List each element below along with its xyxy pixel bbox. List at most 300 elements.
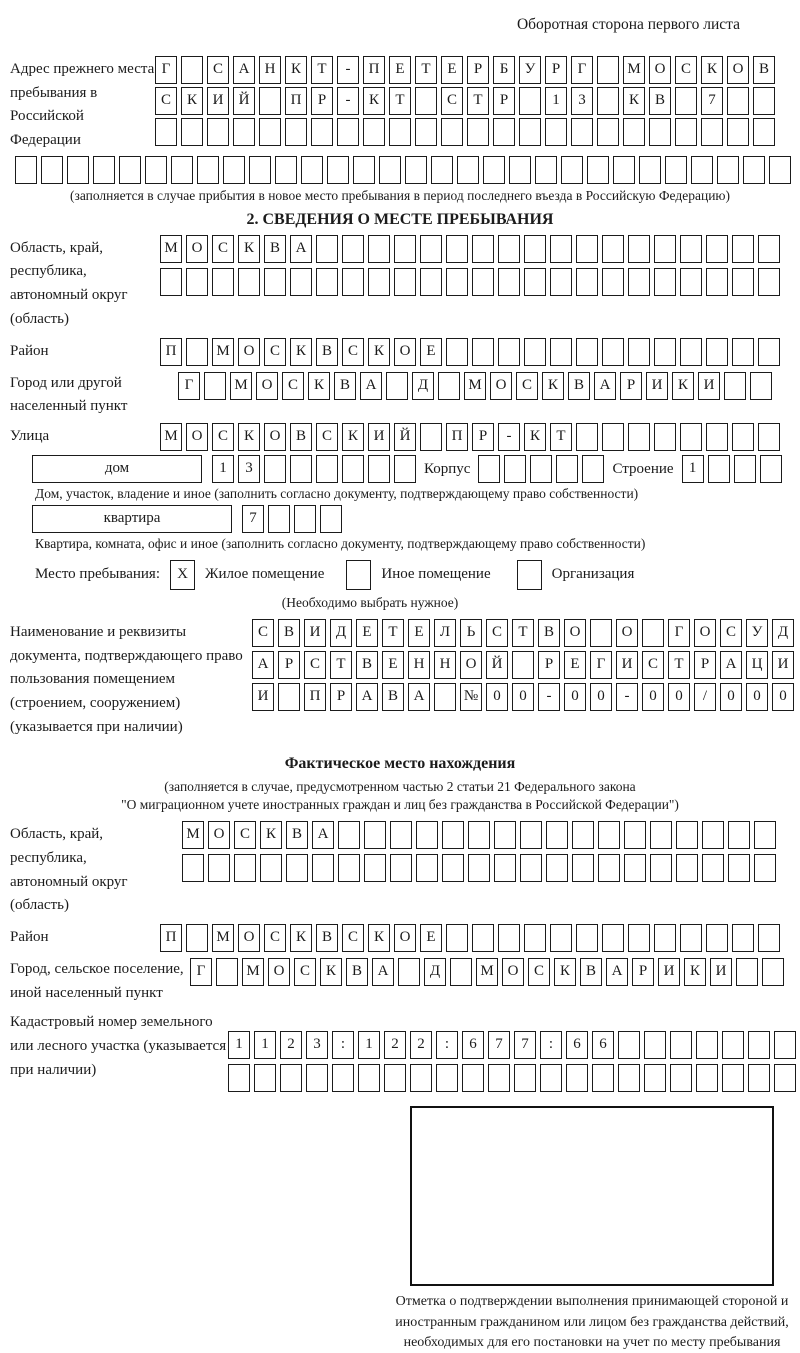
actual-region-label: Область, край, республика, автономный округ (область) xyxy=(10,826,128,914)
option-other-premises-label: Иное помещение xyxy=(381,566,491,583)
char-cell: О xyxy=(208,821,230,849)
char-cell: К xyxy=(684,958,706,986)
char-cell: К xyxy=(285,56,307,84)
char-cell xyxy=(696,1031,718,1059)
char-cell xyxy=(290,455,312,483)
char-cell xyxy=(701,118,723,146)
char-cell xyxy=(186,268,208,296)
char-cell: А xyxy=(290,235,312,263)
street-label: Улица xyxy=(10,427,50,444)
char-cell xyxy=(550,924,572,952)
char-cell xyxy=(197,156,219,184)
char-cell xyxy=(420,268,442,296)
char-cell xyxy=(316,268,338,296)
region-rows xyxy=(160,235,780,296)
char-cell: С xyxy=(264,338,286,366)
char-cell xyxy=(212,268,234,296)
char-cell xyxy=(285,118,307,146)
char-cell: Т xyxy=(415,56,437,84)
char-cell xyxy=(493,118,515,146)
char-cell xyxy=(204,372,226,400)
char-cell xyxy=(478,455,500,483)
house-note: Дом, участок, владение и иное (заполнить согласно документу, подтверждающему право собственности) xyxy=(35,485,639,501)
char-cell xyxy=(732,235,754,263)
char-cell: А xyxy=(372,958,394,986)
char-cell xyxy=(680,423,702,451)
prev-address-row-1 xyxy=(155,56,775,84)
char-cell: : xyxy=(436,1031,458,1059)
char-cell xyxy=(494,854,516,882)
char-cell xyxy=(93,156,115,184)
char-cell: Г xyxy=(668,619,690,647)
char-cell: А xyxy=(720,651,742,679)
char-cell: Д xyxy=(772,619,794,647)
char-cell: К xyxy=(308,372,330,400)
char-cell xyxy=(732,924,754,952)
char-cell: Р xyxy=(632,958,654,986)
cadastral-rows xyxy=(228,1031,796,1092)
char-cell: К xyxy=(290,924,312,952)
char-cell xyxy=(753,87,775,115)
char-cell: А xyxy=(606,958,628,986)
stamp-box xyxy=(410,1106,774,1286)
char-cell: К xyxy=(260,821,282,849)
region-row-2 xyxy=(160,268,780,296)
char-cell: И xyxy=(658,958,680,986)
char-cell xyxy=(472,235,494,263)
char-cell: С xyxy=(720,619,742,647)
char-cell: С xyxy=(264,924,286,952)
char-cell xyxy=(442,821,464,849)
char-cell xyxy=(644,1031,666,1059)
char-cell: В xyxy=(278,619,300,647)
char-cell xyxy=(624,821,646,849)
actual-region-row-1 xyxy=(182,821,776,849)
char-cell xyxy=(680,235,702,263)
char-cell: 1 xyxy=(212,455,234,483)
char-cell xyxy=(546,821,568,849)
char-cell: В xyxy=(346,958,368,986)
char-cell xyxy=(706,423,728,451)
char-cell: О xyxy=(649,56,671,84)
char-cell xyxy=(524,924,546,952)
char-cell xyxy=(774,1064,796,1092)
char-cell: С xyxy=(155,87,177,115)
char-cell: О xyxy=(256,372,278,400)
char-cell: К xyxy=(368,924,390,952)
char-cell xyxy=(774,1031,796,1059)
char-cell xyxy=(431,156,453,184)
char-cell xyxy=(556,455,578,483)
char-cell: И xyxy=(616,651,638,679)
char-cell xyxy=(702,821,724,849)
char-cell xyxy=(576,924,598,952)
char-cell: О xyxy=(564,619,586,647)
char-cell xyxy=(353,156,375,184)
char-cell: Р xyxy=(278,651,300,679)
char-cell xyxy=(602,268,624,296)
char-cell xyxy=(498,268,520,296)
char-cell xyxy=(441,118,463,146)
char-cell xyxy=(301,156,323,184)
char-cell xyxy=(384,1064,406,1092)
char-cell xyxy=(628,338,650,366)
char-cell: К xyxy=(363,87,385,115)
char-cell xyxy=(727,87,749,115)
char-cell: В xyxy=(334,372,356,400)
char-cell: М xyxy=(212,338,234,366)
char-cell: М xyxy=(160,235,182,263)
char-cell: О xyxy=(694,619,716,647)
char-cell: - xyxy=(538,683,560,711)
char-cell xyxy=(264,455,286,483)
char-cell: Т xyxy=(467,87,489,115)
char-cell xyxy=(676,854,698,882)
char-cell xyxy=(186,924,208,952)
char-cell: К xyxy=(238,423,260,451)
char-cell: С xyxy=(528,958,550,986)
prev-address-row-4 xyxy=(15,156,790,184)
char-cell: П xyxy=(304,683,326,711)
char-cell: С xyxy=(316,423,338,451)
char-cell xyxy=(363,118,385,146)
char-cell xyxy=(758,268,780,296)
char-cell xyxy=(364,854,386,882)
char-cell xyxy=(576,268,598,296)
char-cell: С xyxy=(675,56,697,84)
char-cell: М xyxy=(230,372,252,400)
char-cell xyxy=(592,1064,614,1092)
char-cell xyxy=(598,821,620,849)
char-cell xyxy=(390,854,412,882)
char-cell: Т xyxy=(512,619,534,647)
char-cell: В xyxy=(264,235,286,263)
document-row-2 xyxy=(252,651,794,679)
char-cell xyxy=(337,118,359,146)
actual-district-block xyxy=(10,924,790,952)
house-block xyxy=(32,455,790,483)
char-cell xyxy=(181,118,203,146)
char-cell: К xyxy=(368,338,390,366)
prev-address-label: Адрес прежнего места пребывания в Российской Федерации xyxy=(10,61,155,149)
char-cell: В xyxy=(286,821,308,849)
district-label: Район xyxy=(10,342,49,359)
stamp-area xyxy=(382,1106,800,1353)
char-cell: И xyxy=(252,683,274,711)
char-cell: К xyxy=(542,372,564,400)
char-cell xyxy=(628,235,650,263)
char-cell xyxy=(519,118,541,146)
char-cell: О xyxy=(490,372,512,400)
char-cell: К xyxy=(554,958,576,986)
char-cell: О xyxy=(238,924,260,952)
char-cell: С xyxy=(252,619,274,647)
char-cell: 3 xyxy=(571,87,593,115)
cadastral-block xyxy=(10,1009,790,1092)
char-cell xyxy=(472,924,494,952)
char-cell: Г xyxy=(178,372,200,400)
char-cell: Н xyxy=(408,651,430,679)
char-cell: : xyxy=(540,1031,562,1059)
char-cell xyxy=(597,87,619,115)
prev-address-note: (заполняется в случае прибытия в новое место пребывания в период последнего въезда в Российскую Федерацию) xyxy=(69,187,731,203)
char-cell: А xyxy=(408,683,430,711)
char-cell xyxy=(680,924,702,952)
char-cell xyxy=(394,235,416,263)
char-cell xyxy=(316,235,338,263)
char-cell: К xyxy=(672,372,694,400)
char-cell: П xyxy=(285,87,307,115)
char-cell xyxy=(223,156,245,184)
char-cell: С xyxy=(294,958,316,986)
char-cell xyxy=(290,268,312,296)
char-cell: Л xyxy=(434,619,456,647)
apartment-block xyxy=(32,505,790,533)
char-cell: Т xyxy=(311,56,333,84)
char-cell xyxy=(754,821,776,849)
char-cell: В xyxy=(568,372,590,400)
char-cell xyxy=(379,156,401,184)
char-cell xyxy=(216,958,238,986)
char-cell xyxy=(254,1064,276,1092)
district-block xyxy=(10,338,790,366)
char-cell xyxy=(654,235,676,263)
char-cell xyxy=(736,958,758,986)
char-cell: С xyxy=(212,423,234,451)
char-cell: В xyxy=(649,87,671,115)
char-cell xyxy=(311,118,333,146)
char-cell: Е xyxy=(356,619,378,647)
char-cell xyxy=(446,235,468,263)
char-cell: В xyxy=(580,958,602,986)
char-cell xyxy=(576,338,598,366)
char-cell: Т xyxy=(668,651,690,679)
char-cell: А xyxy=(252,651,274,679)
char-cell xyxy=(398,958,420,986)
char-cell: М xyxy=(212,924,234,952)
char-cell: К xyxy=(701,56,723,84)
char-cell: Е xyxy=(389,56,411,84)
char-cell xyxy=(446,924,468,952)
char-cell: Д xyxy=(424,958,446,986)
char-cell xyxy=(488,1064,510,1092)
char-cell: И xyxy=(710,958,732,986)
region-block xyxy=(10,235,790,332)
district-row xyxy=(160,338,780,366)
document-row-3 xyxy=(252,683,794,711)
stay-type-label: Место пребывания: xyxy=(35,566,160,583)
char-cell: О xyxy=(616,619,638,647)
char-cell xyxy=(545,118,567,146)
actual-region-block xyxy=(10,821,790,918)
actual-region-row-2 xyxy=(182,854,776,882)
char-cell xyxy=(462,1064,484,1092)
char-cell xyxy=(260,854,282,882)
char-cell: Г xyxy=(190,958,212,986)
char-cell: 0 xyxy=(564,683,586,711)
apartment-note: Квартира, комната, офис и иное (заполнить согласно документу, подтверждающему право собственности) xyxy=(35,535,646,551)
char-cell: Г xyxy=(571,56,593,84)
char-cell: Е xyxy=(408,619,430,647)
char-cell xyxy=(386,372,408,400)
char-cell xyxy=(546,854,568,882)
char-cell xyxy=(748,1031,770,1059)
char-cell xyxy=(530,455,552,483)
char-cell xyxy=(597,118,619,146)
char-cell xyxy=(434,683,456,711)
char-cell xyxy=(457,156,479,184)
actual-city-label: Город, сельское поселение, иной населенный пункт xyxy=(10,961,184,1001)
corner-note: Оборотная сторона первого листа xyxy=(516,16,740,33)
char-cell xyxy=(405,156,427,184)
char-cell xyxy=(550,338,572,366)
char-cell xyxy=(520,854,542,882)
char-cell: И xyxy=(368,423,390,451)
char-cell xyxy=(760,455,782,483)
char-cell xyxy=(572,821,594,849)
char-cell: В xyxy=(382,683,404,711)
char-cell xyxy=(753,118,775,146)
char-cell xyxy=(576,423,598,451)
char-cell: 1 xyxy=(228,1031,250,1059)
char-cell xyxy=(572,854,594,882)
char-cell: С xyxy=(486,619,508,647)
char-cell: В xyxy=(538,619,560,647)
checkbox-organization xyxy=(517,560,542,590)
char-cell xyxy=(566,1064,588,1092)
char-cell: П xyxy=(363,56,385,84)
char-cell xyxy=(280,1064,302,1092)
char-cell xyxy=(446,338,468,366)
char-cell: Н xyxy=(434,651,456,679)
char-cell xyxy=(364,821,386,849)
char-cell: Н xyxy=(259,56,281,84)
char-cell: И xyxy=(304,619,326,647)
char-cell xyxy=(650,821,672,849)
char-cell: 6 xyxy=(592,1031,614,1059)
char-cell: Е xyxy=(441,56,463,84)
char-cell xyxy=(520,821,542,849)
char-cell xyxy=(524,235,546,263)
char-cell: Й xyxy=(394,423,416,451)
char-cell: Г xyxy=(155,56,177,84)
char-cell: 0 xyxy=(590,683,612,711)
char-cell xyxy=(186,338,208,366)
city-label: Город или другой населенный пункт xyxy=(10,374,128,415)
char-cell xyxy=(509,156,531,184)
char-cell xyxy=(498,338,520,366)
prev-address-rows xyxy=(155,56,775,146)
char-cell: О xyxy=(727,56,749,84)
char-cell: - xyxy=(498,423,520,451)
actual-district-row xyxy=(160,924,780,952)
char-cell xyxy=(732,268,754,296)
cadastral-row-2 xyxy=(228,1064,796,1092)
char-cell xyxy=(342,235,364,263)
document-block xyxy=(10,619,790,739)
char-cell xyxy=(249,156,271,184)
char-cell xyxy=(390,821,412,849)
char-cell xyxy=(590,619,612,647)
char-cell: В xyxy=(290,423,312,451)
char-cell xyxy=(524,268,546,296)
char-cell xyxy=(722,1064,744,1092)
char-cell xyxy=(342,268,364,296)
char-cell xyxy=(571,118,593,146)
char-cell xyxy=(514,1064,536,1092)
char-cell: 0 xyxy=(642,683,664,711)
prev-address-block xyxy=(10,56,790,153)
option-organization-label: Организация xyxy=(551,566,635,583)
char-cell xyxy=(394,455,416,483)
char-cell: 2 xyxy=(280,1031,302,1059)
char-cell: М xyxy=(182,821,204,849)
char-cell xyxy=(602,423,624,451)
char-cell xyxy=(628,423,650,451)
char-cell: Е xyxy=(564,651,586,679)
char-cell xyxy=(708,455,730,483)
char-cell xyxy=(160,268,182,296)
char-cell: 2 xyxy=(410,1031,432,1059)
char-cell xyxy=(504,455,526,483)
char-cell: 1 xyxy=(545,87,567,115)
char-cell xyxy=(268,505,290,533)
char-cell xyxy=(654,924,676,952)
char-cell xyxy=(15,156,37,184)
char-cell xyxy=(758,423,780,451)
char-cell xyxy=(769,156,791,184)
char-cell: П xyxy=(160,338,182,366)
char-cell: К xyxy=(290,338,312,366)
char-cell xyxy=(675,118,697,146)
char-cell xyxy=(436,1064,458,1092)
char-cell: У xyxy=(746,619,768,647)
char-cell: П xyxy=(160,924,182,952)
char-cell: С xyxy=(342,924,364,952)
char-cell: А xyxy=(312,821,334,849)
char-cell: И xyxy=(646,372,668,400)
char-cell: - xyxy=(337,56,359,84)
char-cell xyxy=(394,268,416,296)
char-cell: В xyxy=(356,651,378,679)
char-cell: Г xyxy=(590,651,612,679)
char-cell: № xyxy=(460,683,482,711)
char-cell: С xyxy=(342,338,364,366)
char-cell xyxy=(467,118,489,146)
actual-city-row xyxy=(190,958,784,986)
char-cell xyxy=(618,1064,640,1092)
char-cell xyxy=(665,156,687,184)
char-cell: М xyxy=(160,423,182,451)
char-cell: С xyxy=(642,651,664,679)
char-cell: 0 xyxy=(720,683,742,711)
char-cell: 3 xyxy=(306,1031,328,1059)
char-cell: 7 xyxy=(488,1031,510,1059)
char-cell xyxy=(550,268,572,296)
char-cell xyxy=(438,372,460,400)
char-cell: Е xyxy=(420,924,442,952)
char-cell: А xyxy=(233,56,255,84)
char-cell xyxy=(446,268,468,296)
apartment-cells xyxy=(242,505,342,533)
char-cell xyxy=(332,1064,354,1092)
char-cell xyxy=(702,854,724,882)
char-cell xyxy=(420,235,442,263)
char-cell: Р xyxy=(493,87,515,115)
stroenie-cells xyxy=(682,455,782,483)
char-cell: Й xyxy=(486,651,508,679)
char-cell xyxy=(670,1064,692,1092)
